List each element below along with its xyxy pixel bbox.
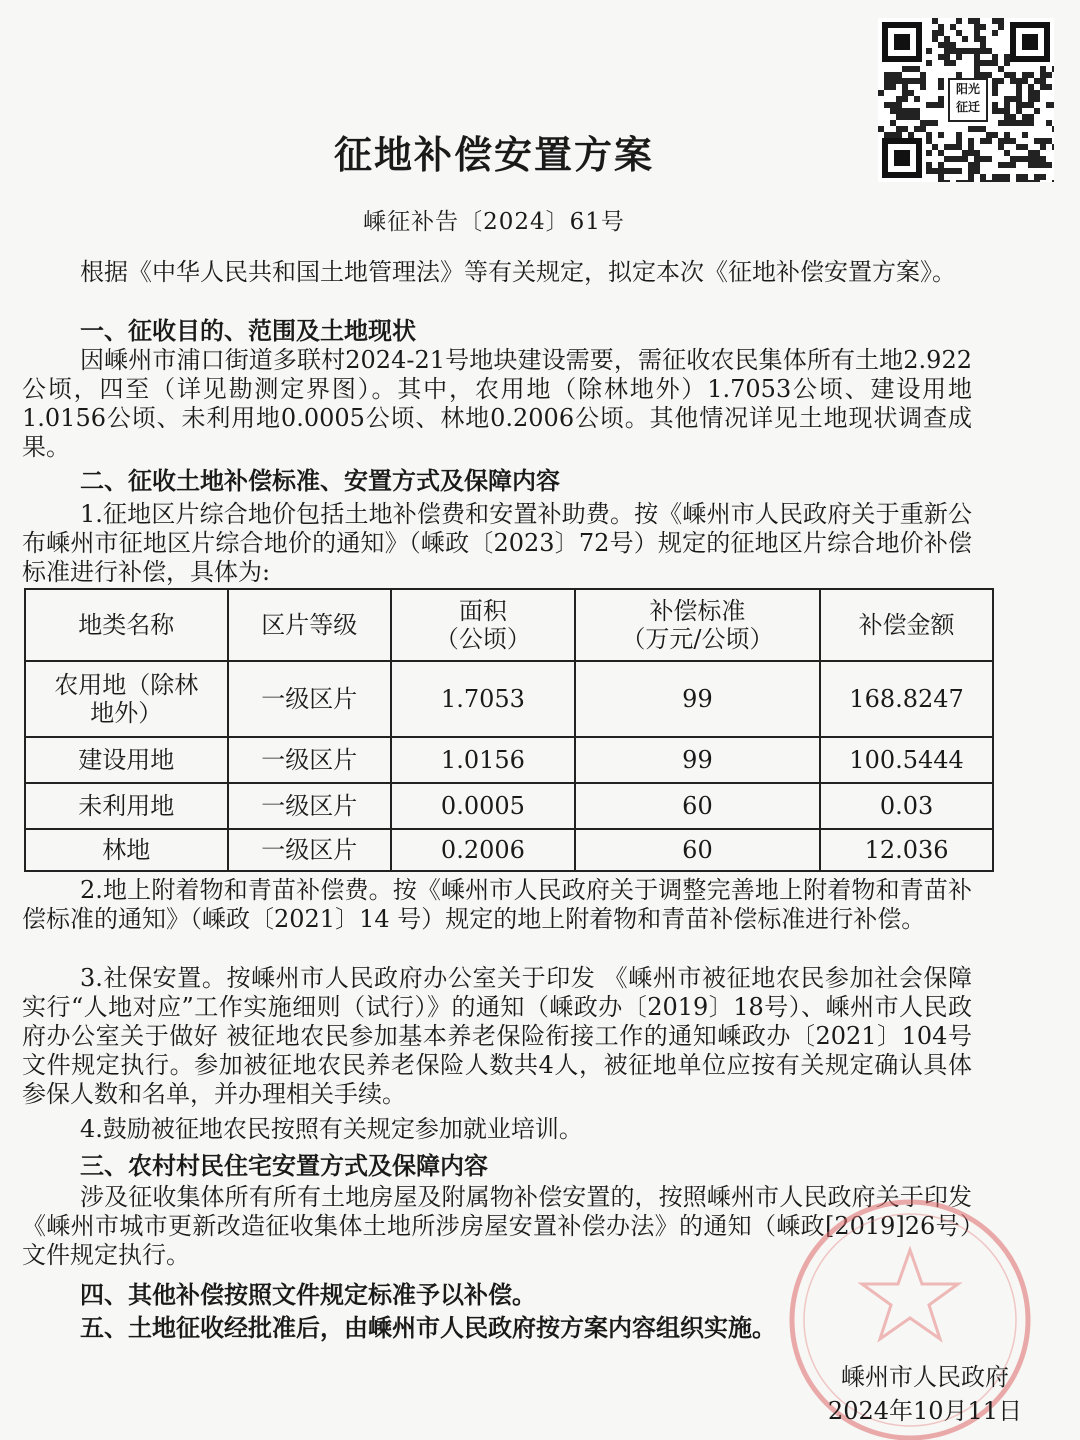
table-header-cell [25, 589, 228, 661]
table-header-cell [228, 589, 392, 661]
table-cell-standard: 60 [575, 783, 820, 829]
section3-body: 涉及征收集体所有所有土地房屋及附属物补偿安置的，按照嵊州市人民政府关于印发《嵊州市城市更新改造征收集体土地所涉房屋安置补偿办法》的通知（嵊政[2019]26号）文件规定执行。 [22, 1183, 972, 1269]
table-cell-type: 林地 [25, 829, 228, 871]
signature-organization: 嵊州市人民政府 [841, 1363, 1009, 1391]
section1-body: 因嵊州市浦口街道多联村2024-21号地块建设需要，需征收农民集体所有土地2.922公顷，四至（详见勘测定界图）。其中，农用地（除林地外）1.7053公顷、建设用地1.0156公顷、未利用地0.0005公顷、林地0.2006公顷。其他情况详见土地现状调查成果。 [22, 346, 972, 461]
document-number: 嵊征补告〔2024〕61号 [363, 209, 625, 235]
table-cell-area: 0.2006 [391, 829, 575, 871]
table-cell-amount: 12.036 [820, 829, 993, 871]
header-standard-unit: （万元/公顷） [621, 625, 774, 653]
table-row [25, 783, 993, 829]
header-amount: 补偿金额 [858, 611, 955, 639]
compensation-table [24, 588, 994, 872]
table-cell-amount: 0.03 [820, 783, 993, 829]
signature-date: 2024年10月11日 [827, 1397, 1023, 1425]
table-cell-grade: 一级区片 [228, 737, 392, 783]
table-row [25, 737, 993, 783]
section2-item3: 3.社保安置。按嵊州市人民政府办公室关于印发 《嵊州市被征地农民参加社会保障实行“人地对应”工作实施细则（试行）》的通知（嵊政办〔2019〕18号）、嵊州市人民政府办公室关于做好 被征地农民参加基本养老保险衔接工作的通知嵊政办〔2021〕104号文件规定执行。参加被征地农民养老保险人数共4人，被征地单位应按有关规定确认具体参保人数和名单，并办理相关手续。 [22, 964, 972, 1108]
row-type-line2: 地外） [90, 699, 163, 727]
header-standard: 补偿标准 [649, 597, 746, 625]
table-cell-grade: 一级区片 [228, 661, 392, 737]
table-header-cell [575, 589, 820, 661]
table-header-cell [391, 589, 575, 661]
intro-paragraph: 根据《中华人民共和国土地管理法》等有关规定，拟定本次《征地补偿安置方案》。 [80, 258, 956, 286]
header-area: 面积 [458, 597, 507, 625]
header-grade: 区片等级 [261, 611, 358, 639]
section2-item1: 1.征地区片综合地价包括土地补偿费和安置补助费。按《嵊州市人民政府关于重新公布嵊州市征地区片综合地价的通知》（嵊政〔2023〕72号）规定的征地区片综合地价补偿标准进行补偿，具体为: [22, 500, 972, 586]
table-cell-grade: 一级区片 [228, 829, 392, 871]
qr-badge [948, 78, 988, 122]
row-type-line1: 农用地（除林 [54, 671, 199, 699]
qr-badge-line1: 阳光 [955, 82, 980, 96]
table-header-row [25, 589, 993, 661]
table-cell-standard: 60 [575, 829, 820, 871]
table-cell-area: 1.7053 [391, 661, 575, 737]
section2-heading: 二、征收土地补偿标准、安置方式及保障内容 [80, 466, 560, 495]
table-header-cell [820, 589, 993, 661]
table-cell-area: 0.0005 [391, 783, 575, 829]
header-area-unit: （公顷） [434, 625, 531, 653]
table-cell-grade: 一级区片 [228, 783, 392, 829]
section2-item4: 4.鼓励被征地农民按照有关规定参加就业培训。 [80, 1115, 583, 1143]
section2-item2: 2.地上附着物和青苗补偿费。按《嵊州市人民政府关于调整完善地上附着物和青苗补偿标准的通知》（嵊政〔2021〕14 号）规定的地上附着物和青苗补偿标准进行补偿。 [22, 876, 972, 933]
table-cell-amount: 168.8247 [820, 661, 993, 737]
section4-heading: 四、其他补偿按照文件规定标准予以补偿。 [80, 1280, 536, 1309]
table-cell-standard: 99 [575, 661, 820, 737]
header-land-type: 地类名称 [78, 611, 175, 639]
table-cell-type: 建设用地 [25, 737, 228, 783]
table-cell-type: 未利用地 [25, 783, 228, 829]
table-cell-type [25, 661, 228, 737]
section5-heading: 五、土地征收经批准后，由嵊州市人民政府按方案内容组织实施。 [80, 1313, 776, 1342]
table-row [25, 661, 993, 737]
table-cell-amount: 100.5444 [820, 737, 993, 783]
qr-badge-line2: 征迁 [955, 100, 980, 114]
table-cell-area: 1.0156 [391, 737, 575, 783]
table-cell-standard: 99 [575, 737, 820, 783]
table-row [25, 829, 993, 871]
signature-block [810, 1360, 1040, 1428]
section1-heading: 一、征收目的、范围及土地现状 [80, 316, 416, 345]
section3-heading: 三、农村村民住宅安置方式及保障内容 [80, 1151, 488, 1180]
page-title: 征地补偿安置方案 [333, 132, 654, 177]
